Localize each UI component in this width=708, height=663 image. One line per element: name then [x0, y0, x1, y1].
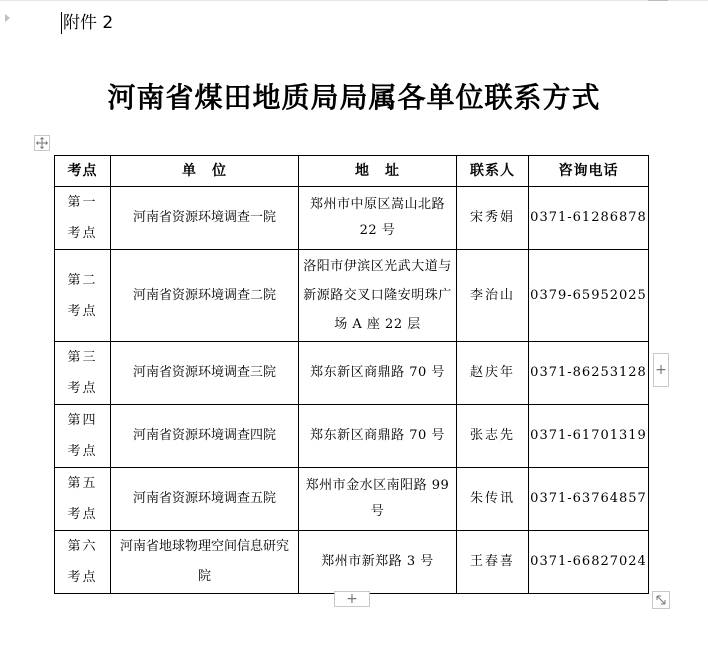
- add-column-button[interactable]: +: [653, 353, 669, 387]
- phone-cell[interactable]: 0371-66827024: [529, 531, 649, 594]
- site-line1: 第五: [67, 476, 98, 491]
- unit-cell[interactable]: 河南省地球物理空间信息研究院: [111, 531, 299, 594]
- address-cell[interactable]: 郑州市新郑路 3 号: [299, 531, 457, 594]
- table-row: [55, 187, 649, 250]
- ruler-tab-icon: [2, 9, 14, 21]
- site-cell[interactable]: [55, 468, 111, 531]
- phone-cell[interactable]: 0371-61701319: [529, 405, 649, 468]
- table-row: [55, 405, 649, 468]
- unit-cell[interactable]: 河南省资源环境调查三院: [111, 342, 299, 405]
- table-move-handle-icon[interactable]: [34, 135, 50, 151]
- document-title: 河南省煤田地质局局属各单位联系方式: [107, 81, 601, 114]
- contact-cell[interactable]: 朱传讯: [457, 468, 529, 531]
- address-cell[interactable]: 郑州市金水区南阳路 99 号: [299, 468, 457, 531]
- header-unit: 单 位: [111, 156, 299, 187]
- site-cell[interactable]: [55, 405, 111, 468]
- attachment-label: 附件 2: [63, 13, 114, 33]
- site-line1: 第六: [67, 539, 98, 554]
- phone-cell[interactable]: 0371-86253128: [529, 342, 649, 405]
- site-line2: 考点: [67, 303, 98, 319]
- top-ruler-line: [0, 0, 708, 1]
- site-cell[interactable]: [55, 187, 111, 250]
- contact-cell[interactable]: 宋秀娟: [457, 187, 529, 250]
- site-line2: 考点: [67, 507, 98, 522]
- table-row: [55, 250, 649, 342]
- text-cursor: [61, 12, 62, 34]
- site-cell[interactable]: [55, 342, 111, 405]
- contact-cell[interactable]: 张志先: [457, 405, 529, 468]
- contact-cell[interactable]: 李治山: [457, 250, 529, 342]
- site-line2: 考点: [67, 444, 98, 459]
- site-line1: 第三: [67, 350, 98, 365]
- ruler-indent-marker: [648, 0, 668, 3]
- address-cell[interactable]: 郑州市中原区嵩山北路 22 号: [299, 187, 457, 250]
- header-site: 考点: [55, 156, 111, 187]
- phone-cell[interactable]: 0371-63764857: [529, 468, 649, 531]
- site-cell[interactable]: [55, 250, 111, 342]
- unit-cell[interactable]: 河南省资源环境调查五院: [111, 468, 299, 531]
- table-resize-handle-icon[interactable]: [652, 591, 670, 609]
- header-address: 地 址: [299, 156, 457, 187]
- contact-cell[interactable]: 赵庆年: [457, 342, 529, 405]
- table-header-row: [55, 156, 649, 187]
- site-line1: 第二: [67, 272, 98, 288]
- contact-cell[interactable]: 王春喜: [457, 531, 529, 594]
- site-line2: 考点: [67, 381, 98, 396]
- add-row-button[interactable]: +: [334, 591, 370, 607]
- site-line1: 第一: [67, 195, 98, 210]
- site-line1: 第四: [67, 413, 98, 428]
- site-line2: 考点: [67, 570, 98, 585]
- table-row: [55, 531, 649, 594]
- header-contact: 联系人: [457, 156, 529, 187]
- phone-cell[interactable]: 0379-65952025: [529, 250, 649, 342]
- unit-cell[interactable]: 河南省资源环境调查二院: [111, 250, 299, 342]
- unit-cell[interactable]: 河南省资源环境调查四院: [111, 405, 299, 468]
- unit-cell[interactable]: 河南省资源环境调查一院: [111, 187, 299, 250]
- address-cell[interactable]: 郑东新区商鼎路 70 号: [299, 342, 457, 405]
- table-row: [55, 342, 649, 405]
- phone-cell[interactable]: 0371-61286878: [529, 187, 649, 250]
- contacts-table: [54, 155, 649, 594]
- address-cell[interactable]: 郑东新区商鼎路 70 号: [299, 405, 457, 468]
- header-phone: 咨询电话: [529, 156, 649, 187]
- site-line2: 考点: [67, 226, 98, 241]
- address-cell[interactable]: 洛阳市伊滨区光武大道与新源路交叉口隆安明珠广场 A 座 22 层: [299, 250, 457, 342]
- table-row: [55, 468, 649, 531]
- site-cell[interactable]: [55, 531, 111, 594]
